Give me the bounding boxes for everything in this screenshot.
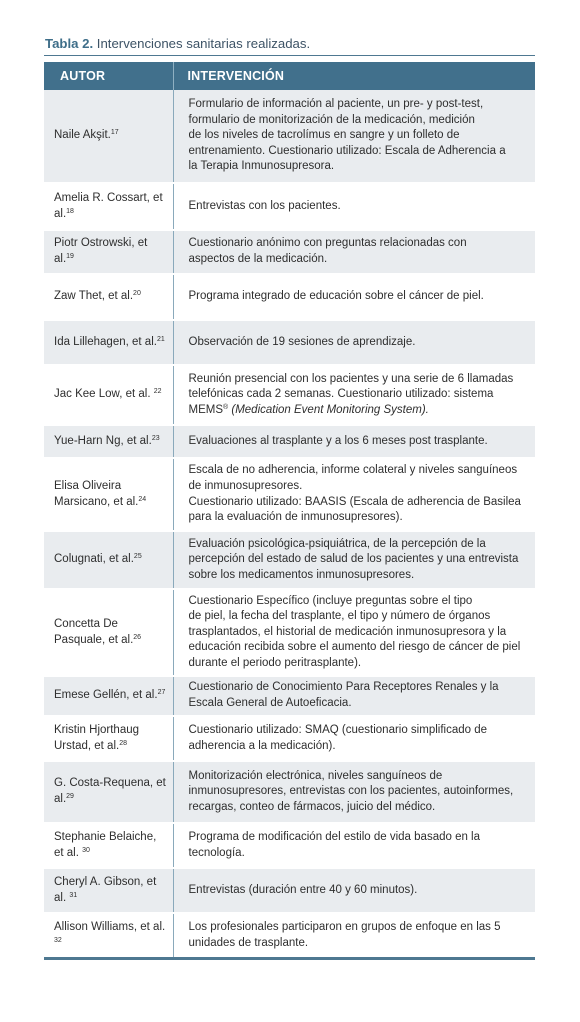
- intervention-cell: [173, 320, 535, 365]
- author-cell: [44, 868, 173, 913]
- reference-number: 26: [133, 633, 142, 641]
- intervention-text-line: inmunosupresores, entrevistas con los pacientes, autoinformes,: [188, 785, 514, 798]
- author-cell: [44, 458, 173, 531]
- intervention-text-line: sobre los medicamentos inmunosupresores.: [188, 568, 415, 581]
- author-cell: [44, 913, 173, 957]
- intervention-cell: [173, 274, 535, 320]
- reference-number: 19: [66, 253, 74, 260]
- reference-number: 22: [153, 388, 162, 396]
- author-name: Zaw Thet, et al.: [54, 290, 134, 303]
- intervention-text-line: Entrevistas con los pacientes.: [188, 199, 341, 212]
- intervention-cell: [173, 183, 535, 230]
- author-name: Ida Lillehagen, et al.: [54, 335, 157, 348]
- table-row: [44, 716, 535, 761]
- intervention-text-line: de piel, la fecha del trasplante, el tipo y número de órganos: [188, 610, 491, 623]
- table-row: [44, 761, 535, 823]
- intervention-cell: [173, 716, 535, 761]
- intervention-cell: [173, 589, 535, 676]
- table-row: [44, 230, 535, 274]
- table-row: [44, 913, 535, 957]
- author-cell: [44, 365, 173, 425]
- reference-number: 31: [69, 891, 78, 899]
- intervention-text-line: percepción del estado de salud de los pacientes y una entrevista: [188, 553, 519, 566]
- author-name: Allison Williams, et al.: [54, 920, 166, 933]
- intervention-cell: [173, 823, 535, 868]
- intervention-text-line: Cuestionario de Conocimiento Para Receptores Renales y la: [188, 681, 499, 694]
- author-name: Jac Kee Low, et al.: [54, 388, 154, 401]
- author-cell: [44, 823, 173, 868]
- reference-number: 25: [133, 553, 142, 561]
- intervention-text-line: Formulario de información al paciente, un pre- y post-test,: [188, 98, 484, 111]
- author-name: Stephanie Belaiche, et al.: [54, 830, 157, 859]
- intervention-text-line: aspectos de la medicación.: [188, 253, 328, 265]
- intervention-text-line: Reunión presencial con los pacientes y una serie de 6 llamadas: [188, 372, 514, 385]
- intervention-text-line: la Terapia Inmunosupresora.: [188, 160, 335, 173]
- author-name: G. Costa-Requena, et al.: [54, 777, 166, 805]
- intervention-text-line: Programa de modificación del estilo de vida basado en la: [188, 830, 481, 843]
- table-row: [44, 676, 535, 716]
- intervention-text-line: entrenamiento. Cuestionario utilizado: Escala de Adherencia a: [188, 144, 506, 157]
- table-row: [44, 425, 535, 458]
- intervention-text-line: trasplantados, el historial de medicación inmunosupresora y la: [188, 625, 507, 638]
- reference-number: 28: [119, 739, 127, 747]
- reference-number: 27: [157, 689, 166, 697]
- table-figure: [44, 34, 535, 960]
- author-cell: [44, 320, 173, 365]
- intervention-cell: [173, 230, 535, 274]
- interventions-table: [44, 62, 535, 957]
- intervention-text-line: recargas, conteo de fármacos, juicio del médico.: [188, 800, 436, 813]
- header-autor: AUTOR: [44, 62, 173, 90]
- reference-number: 23: [151, 434, 160, 442]
- author-cell: [44, 183, 173, 230]
- author-name: Amelia R. Cossart, et al.: [54, 191, 163, 220]
- table-bottom-rule: [44, 957, 535, 960]
- reference-number: 18: [66, 207, 74, 215]
- intervention-italic-text: (Medication Event Monitoring System).: [228, 403, 429, 416]
- author-name: Elisa Oliveira Marsicano, et al.: [54, 479, 139, 508]
- intervention-text-line: Entrevistas (duración entre 40 y 60 minutos).: [188, 883, 418, 896]
- reference-number: 24: [138, 495, 147, 503]
- reference-number: 20: [133, 290, 141, 298]
- intervention-text-line: tecnología.: [188, 846, 245, 859]
- intervention-text-line: formulario de monitorización de la medicación, medición: [188, 113, 475, 126]
- author-name: Colugnati, et al.: [54, 553, 134, 566]
- table-row: [44, 458, 535, 531]
- reference-number: 30: [82, 846, 90, 854]
- intervention-text-line: Monitorización electrónica, niveles sanguíneos de: [188, 769, 443, 782]
- intervention-text-line: Programa integrado de educación sobre el cáncer de piel.: [188, 290, 484, 303]
- table-row: [44, 589, 535, 676]
- author-name: Emese Gellén, et al.: [54, 689, 158, 702]
- author-cell: [44, 274, 173, 320]
- intervention-cell: [173, 761, 535, 823]
- intervention-text-line: Cuestionario Específico (incluye preguntas sobre el tipo: [188, 594, 473, 607]
- intervention-text-line: unidades de trasplante.: [188, 936, 309, 949]
- intervention-text-line: para la evaluación de inmunosupresores).: [188, 511, 403, 524]
- table-row: [44, 365, 535, 425]
- table-row: [44, 274, 535, 320]
- reference-number: 29: [66, 793, 74, 800]
- author-name: Cheryl A. Gibson, et al.: [54, 875, 157, 904]
- intervention-cell: [173, 90, 535, 183]
- registered-mark: ®: [223, 403, 229, 411]
- reference-number: 32: [54, 936, 62, 944]
- author-name: Naile Akşit.: [54, 129, 111, 142]
- intervention-text-line: Cuestionario utilizado: BAASIS (Escala de adherencia de Basilea: [188, 495, 521, 508]
- table-row: [44, 823, 535, 868]
- intervention-cell: [173, 676, 535, 716]
- author-cell: [44, 676, 173, 716]
- intervention-text-line: adherencia a la medicación).: [188, 739, 336, 752]
- author-cell: [44, 761, 173, 823]
- intervention-text-line: Evaluaciones al trasplante y a los 6 meses post trasplante.: [188, 434, 488, 447]
- author-name: Yue-Harn Ng, et al.: [54, 434, 152, 447]
- intervention-text-line: Escala General de Autoeficacia.: [188, 697, 352, 709]
- author-cell: [44, 531, 173, 589]
- table-row: [44, 531, 535, 589]
- intervention-text-line: Observación de 19 sesiones de aprendizaje.: [188, 335, 416, 348]
- intervention-cell: [173, 868, 535, 913]
- author-name: Kristin Hjorthaug Urstad, et al.: [54, 723, 140, 752]
- intervention-text-line: Cuestionario utilizado: SMAQ (cuestionario simplificado de: [188, 723, 488, 736]
- author-cell: [44, 90, 173, 183]
- table-row: [44, 90, 535, 183]
- intervention-cell: [173, 913, 535, 957]
- intervention-cell: [173, 531, 535, 589]
- author-name: Piotr Ostrowski, et al.: [54, 237, 148, 265]
- author-cell: [44, 230, 173, 274]
- intervention-text-line: de los niveles de tacrolímus en sangre y un folleto de: [188, 129, 460, 142]
- author-cell: [44, 716, 173, 761]
- intervention-text-line: durante el periodo peritrasplante).: [188, 656, 362, 669]
- caption-title: Intervenciones sanitarias realizadas.: [93, 36, 311, 51]
- intervention-text-line: Cuestionario anónimo con preguntas relacionadas con: [188, 237, 467, 250]
- intervention-text-line: de inmunosupresores.: [188, 479, 303, 492]
- caption-rule: [44, 55, 535, 56]
- header-intervencion: INTERVENCIÓN: [173, 62, 535, 90]
- header-row: [44, 62, 535, 90]
- intervention-text-line: telefónicas cada 2 semanas. Cuestionario utilizado: sistema: [188, 388, 494, 401]
- author-cell: [44, 589, 173, 676]
- intervention-cell: [173, 458, 535, 531]
- reference-number: 21: [156, 335, 165, 343]
- caption-label: Tabla 2.: [45, 36, 94, 51]
- table-row: [44, 320, 535, 365]
- author-cell: [44, 425, 173, 458]
- author-name: Concetta De Pasquale, et al.: [54, 617, 134, 646]
- table-row: [44, 183, 535, 230]
- intervention-cell: [173, 425, 535, 458]
- intervention-text-line: MEMS: [188, 403, 223, 416]
- table-row: [44, 868, 535, 913]
- intervention-text-line: Escala de no adherencia, informe colateral y niveles sanguíneos: [188, 464, 518, 477]
- intervention-text-line: Los profesionales participaron en grupos de enfoque en las 5: [188, 920, 501, 933]
- intervention-text-line: educación recibida sobre el aumento del riesgo de cáncer de piel: [188, 641, 521, 654]
- intervention-cell: [173, 365, 535, 425]
- intervention-text-line: Evaluación psicológica-psiquiátrica, de la percepción de la: [188, 537, 486, 550]
- table-caption: [45, 34, 535, 54]
- reference-number: 17: [110, 129, 119, 137]
